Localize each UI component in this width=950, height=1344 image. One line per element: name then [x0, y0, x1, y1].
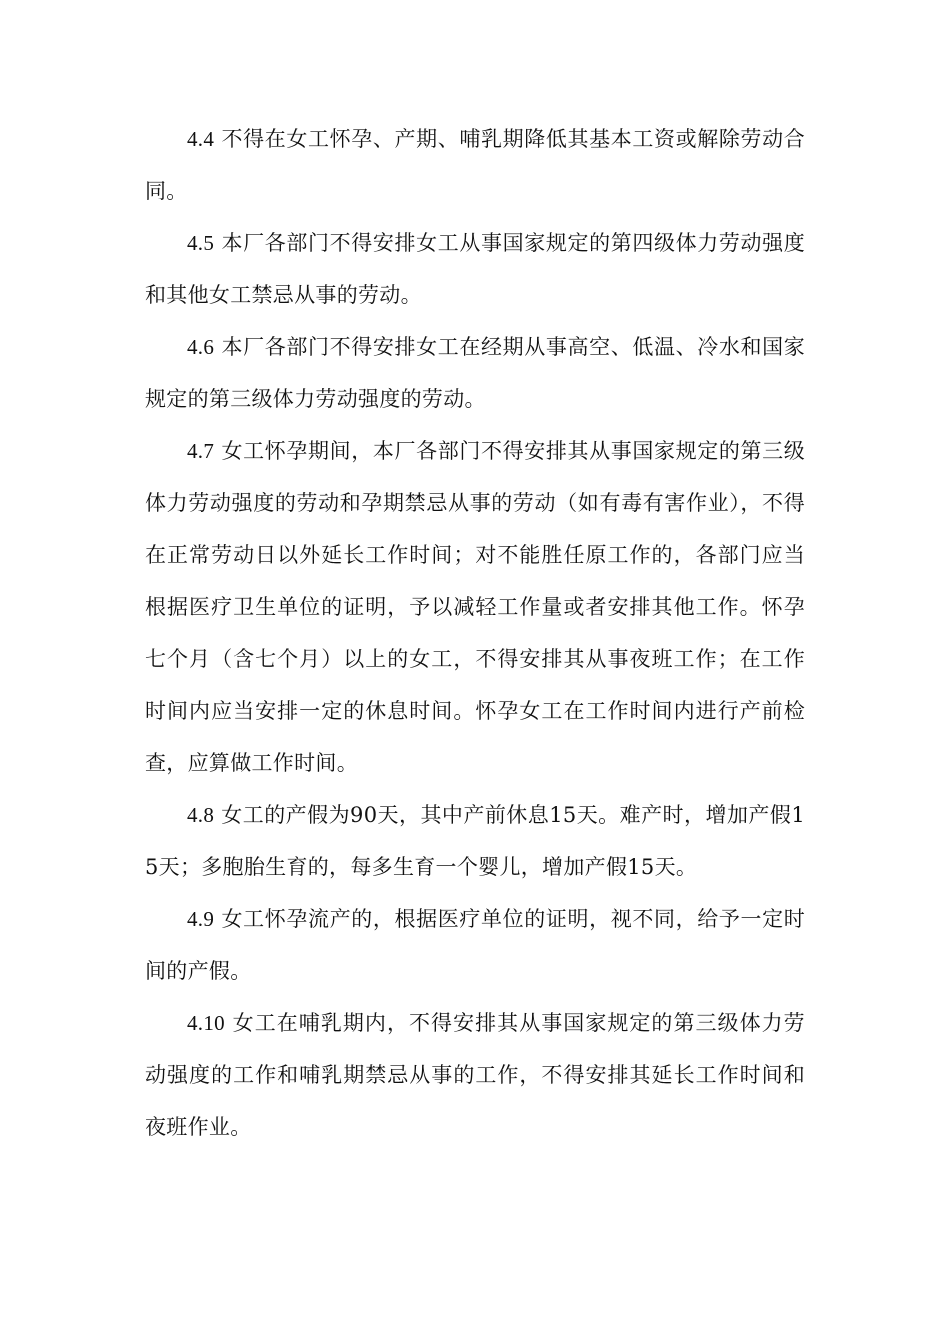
clause-text: 女工在哺乳期内，不得安排其从事国家规定的第三级体力劳动强度的工作和哺乳期禁忌从事的工作，不得安排其延长工作时间和夜班作业。: [145, 1011, 805, 1139]
paragraph-4-8: [145, 789, 805, 893]
clause-text: 女工怀孕期间，本厂各部门不得安排其从事国家规定的第三级体力劳动强度的劳动和孕期禁忌从事的劳动（如有毒有害作业），不得在正常劳动日以外延长工作时间；对不能胜任原工作的，各部门应当根据医疗卫生单位的证明，予以减轻工作量或者安排其他工作。怀孕七个月（含七个月）以上的女工，不得安排其从事夜班工作；在工作时间内应当安排一定的休息时间。怀孕女工在工作时间内进行产前检查，应算做工作时间。: [145, 439, 805, 775]
clause-number: 4.5: [187, 231, 215, 255]
clause-number: 4.4: [187, 127, 215, 151]
clause-number: 4.10: [187, 1011, 225, 1035]
paragraph-4-4: [145, 113, 805, 217]
paragraph-4-10: [145, 997, 805, 1153]
paragraph-4-6: [145, 321, 805, 425]
clause-number: 4.9: [187, 907, 215, 931]
clause-number: 4.6: [187, 335, 215, 359]
paragraph-4-9: [145, 893, 805, 997]
clause-text: 本厂各部门不得安排女工从事国家规定的第四级体力劳动强度和其他女工禁忌从事的劳动。: [145, 231, 805, 307]
paragraph-4-5: [145, 217, 805, 321]
clause-number: 4.8: [187, 803, 215, 827]
paragraph-4-7: [145, 425, 805, 789]
document-body: [145, 113, 805, 1153]
clause-text: 本厂各部门不得安排女工在经期从事高空、低温、冷水和国家规定的第三级体力劳动强度的劳动。: [145, 335, 805, 411]
clause-text: 女工怀孕流产的，根据医疗单位的证明，视不同，给予一定时间的产假。: [145, 907, 805, 983]
clause-text: 不得在女工怀孕、产期、哺乳期降低其基本工资或解除劳动合同。: [145, 127, 805, 203]
clause-number: 4.7: [187, 439, 215, 463]
clause-text: 女工的产假为90天，其中产前休息15天。难产时，增加产假15天；多胞胎生育的，每多生育一个婴儿，增加产假15天。: [145, 803, 805, 879]
